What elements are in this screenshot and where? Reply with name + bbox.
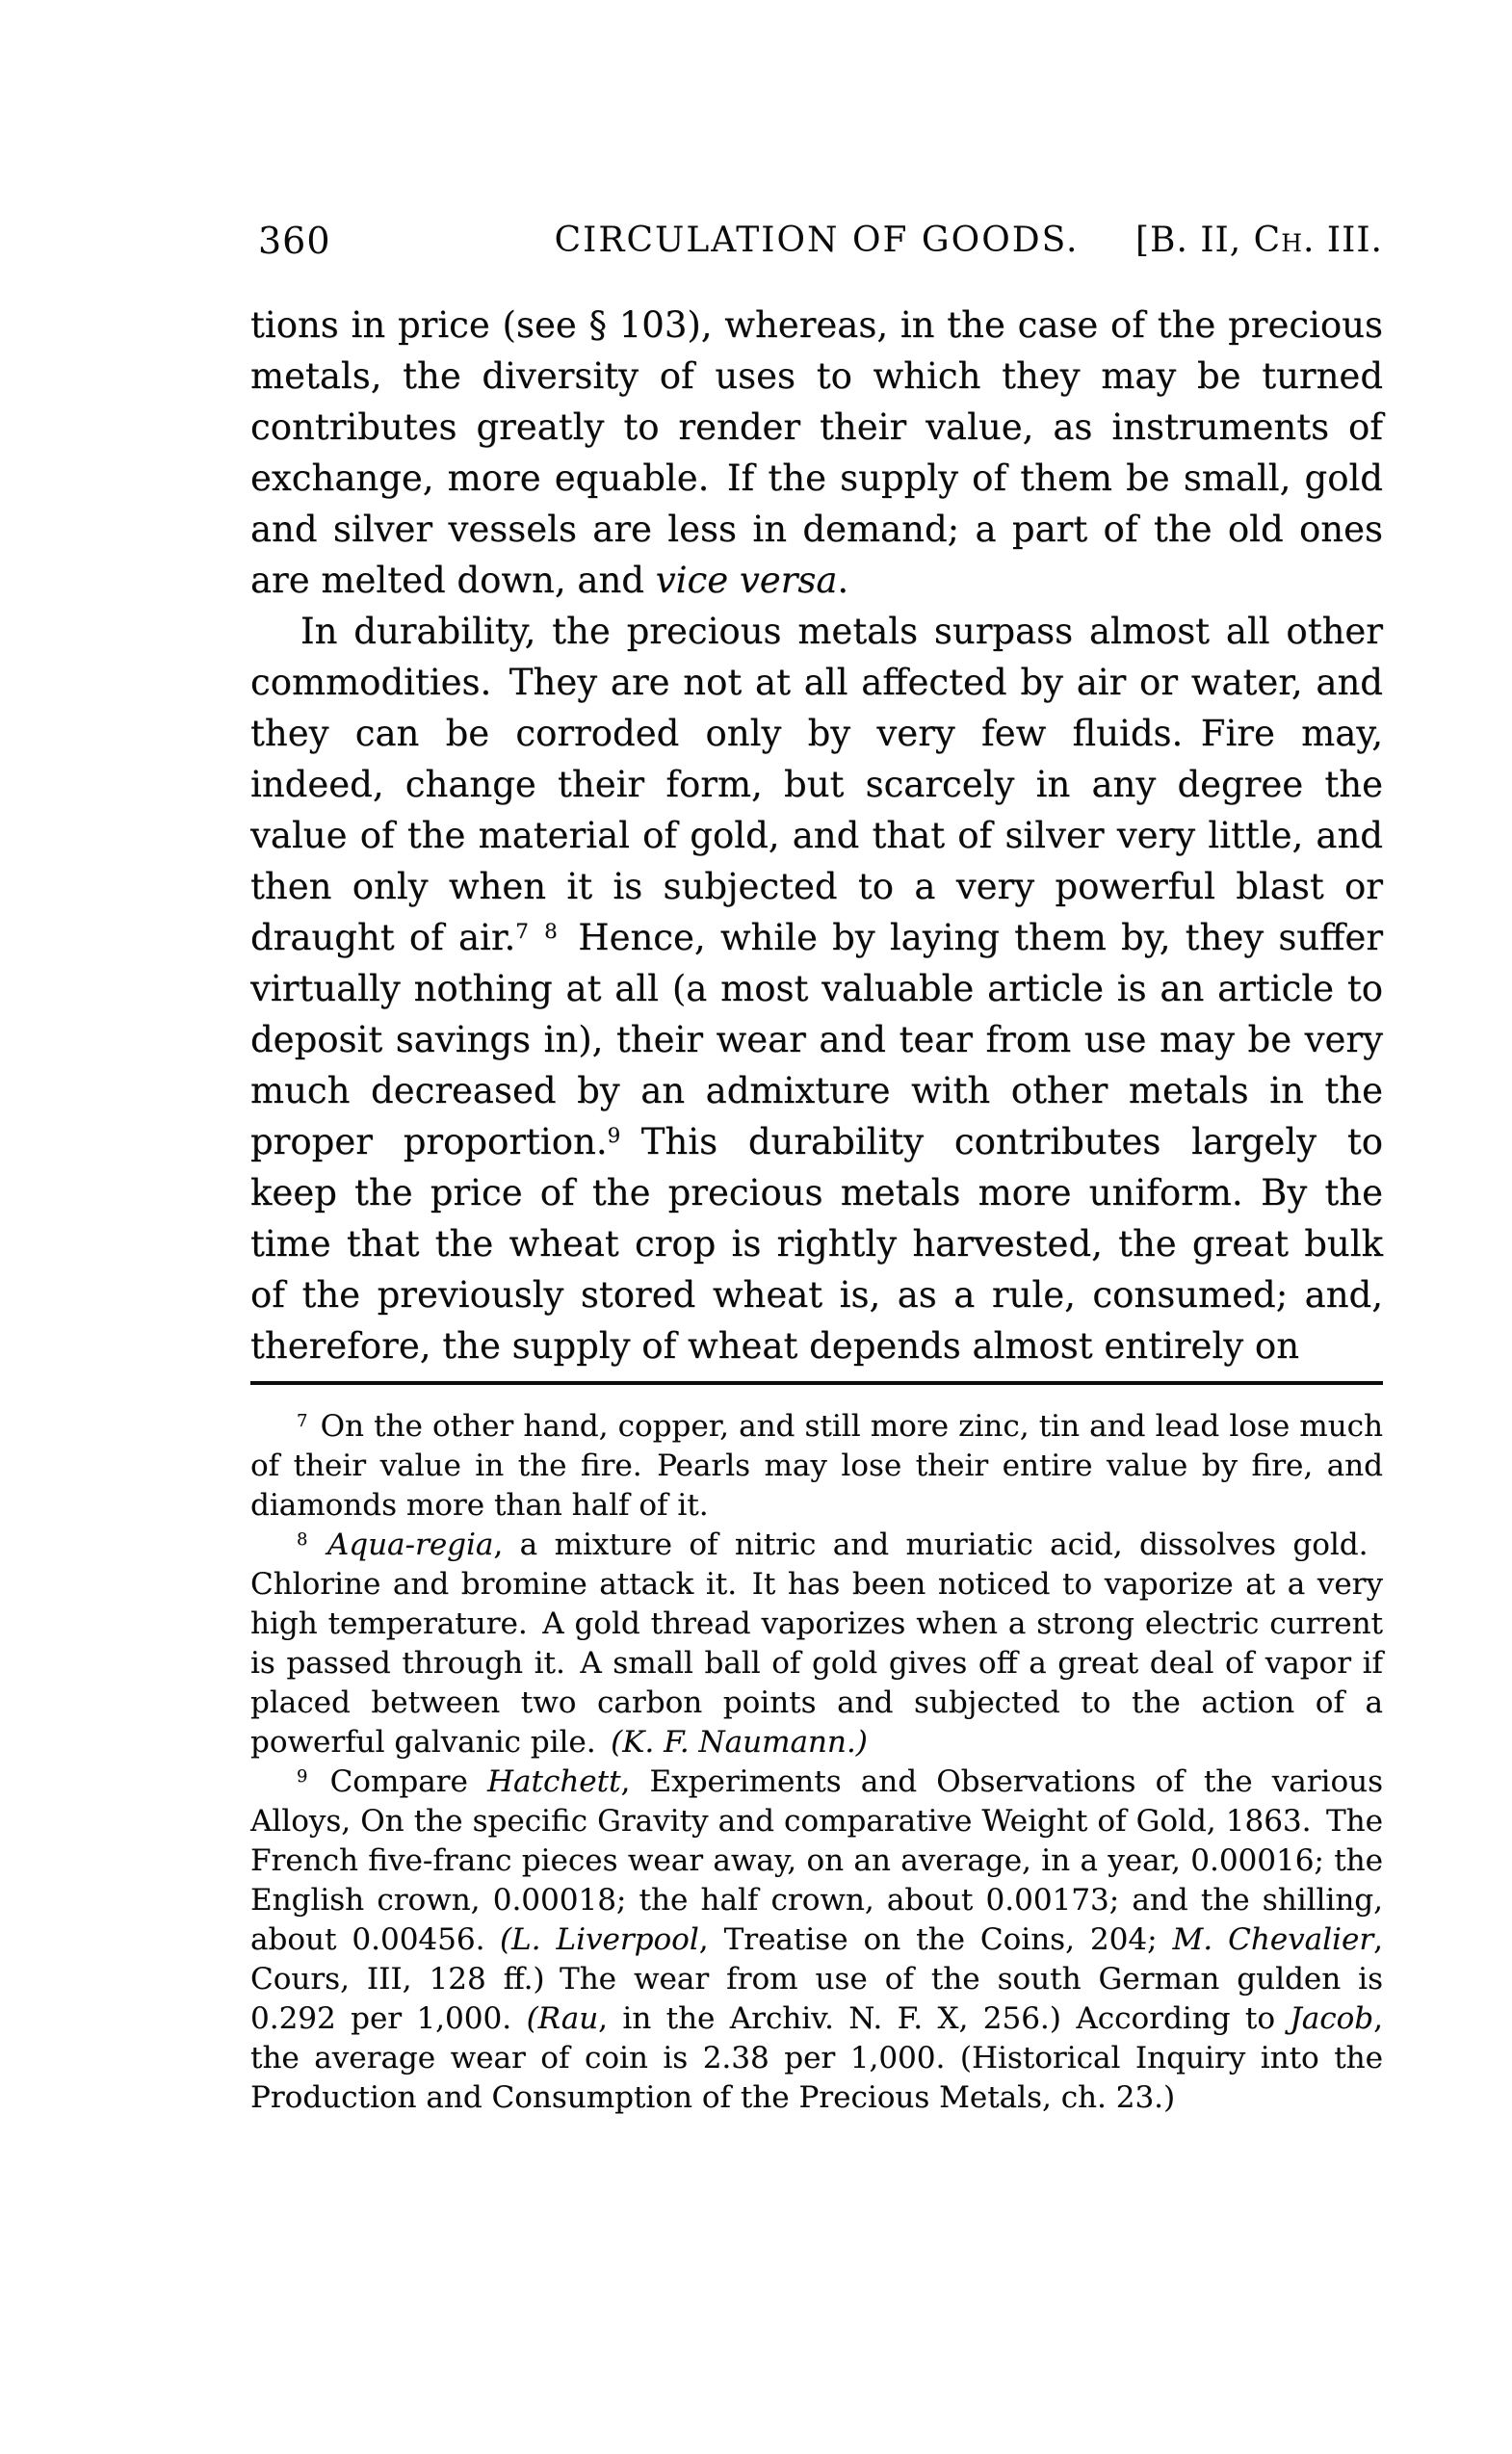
text-segment: Compare — [310, 1764, 487, 1799]
italic-text: (L. Liverpool — [499, 1922, 699, 1957]
italic-text: M. Chevalier — [1172, 1922, 1374, 1957]
footnote-marker: 7 — [297, 1411, 311, 1432]
footnote-marker: 8 — [297, 1529, 311, 1551]
italic-text: (Rau — [526, 2001, 599, 2036]
running-header — [250, 218, 1383, 264]
italic-text: Aqua-regia — [326, 1527, 494, 1562]
text-segment: In durability, the precious metals surpass almost all other commodities. They are not at all affected by air or water, and they can be corroded only by very few fluids. Fire may, indeed, change their form, but scarcely in any degree the value of the material of gold, and that of silver very little, and then only when it is subjected to a very powerful blast or draught of air. — [250, 611, 1383, 958]
footnote-marker: 9 — [297, 1766, 311, 1788]
text-segment: , Cours, III, 128 ff.) The wear from use of the south German gulden is 0.292 per 1,000. — [250, 1922, 1383, 2036]
footnotes-block — [250, 1407, 1383, 2118]
main-body-text — [250, 300, 1383, 1371]
chapter-reference: [B. II, Ch. III. — [1134, 221, 1383, 260]
text-segment: , Treatise on the Coins, 204; — [698, 1922, 1173, 1957]
text-segment: Hence, while by laying them by, they suffer virtually nothing at all (a most valuable article is an article to deposit savings in), their wear and tear from use may be very much decreased by an admixture with other metals in the proper proportion. — [250, 917, 1384, 1162]
page-content — [250, 218, 1383, 2118]
page-number: 360 — [258, 220, 331, 262]
text-segment — [310, 1527, 326, 1562]
footnote-paragraph — [250, 1526, 1383, 1762]
text-segment: , the average wear of coin is 2.38 per 1,000. (Historical Inquiry into the Production and Consumption of the Precious Metals, ch. 23.) — [250, 2001, 1383, 2115]
text-segment: tions in price (see § 103), whereas, in the case of the precious metals, the diversity of uses to which they may be turned contributes greatly to render their value, as instruments of exchange, more equable. If the supply of them be small, gold and silver vessels are less in demand; a part of the old ones are melted down, and — [250, 304, 1383, 601]
running-title: CIRCULATION OF GOODS. — [554, 221, 1080, 260]
text-segment: This durability contributes largely to keep the price of the precious metals more uniform. By the time that the wheat crop is rightly harvested, the great bulk of the previously stored wheat is, as a rule, consumed; and, therefore, the supply of wheat depends almost entirely on — [250, 1121, 1383, 1367]
italic-text: Hatchett — [486, 1764, 621, 1799]
text-segment: , Experiments and Observations of the various Alloys, On the specific Gravity and comparative Weight of Gold, 1863. The French five-franc pieces wear away, on an average, in a year, 0.00016; the English crown, 0.00018; the half crown, about 0.00173; and the shilling, about 0.00456. — [250, 1764, 1383, 1957]
footnote-paragraph — [250, 1762, 1383, 2118]
footnote-divider-rule — [250, 1381, 1383, 1385]
italic-text: vice versa — [655, 560, 838, 601]
text-segment: On the other hand, copper, and still more zinc, tin and lead lose much of their value in the fire. Pearls may lose their entire value by fire, and diamonds more than half of it. — [250, 1409, 1383, 1523]
footnote-marker: 9 — [607, 1124, 624, 1149]
body-paragraph — [250, 300, 1383, 606]
text-segment: , in the Archiv. N. F. X, 256.) According to — [598, 2001, 1290, 2036]
italic-text: Jacob — [1290, 2001, 1374, 2036]
body-paragraph — [250, 606, 1383, 1371]
text-segment: , a mixture of nitric and muriatic acid, dissolves gold. Chlorine and bromine attack it. It has been noticed to vaporize at a very high temperature. A gold thread vaporizes when a strong electric current is passed through it. A small ball of gold gives off a great deal of vapor if placed between two carbon points and subjected to the action of a powerful galvanic pile. — [250, 1527, 1384, 1760]
text-segment: . — [837, 560, 849, 601]
footnote-marker: 7 8 — [515, 920, 560, 945]
italic-text: (K. F. Naumann.) — [611, 1725, 868, 1760]
footnote-paragraph — [250, 1407, 1383, 1526]
